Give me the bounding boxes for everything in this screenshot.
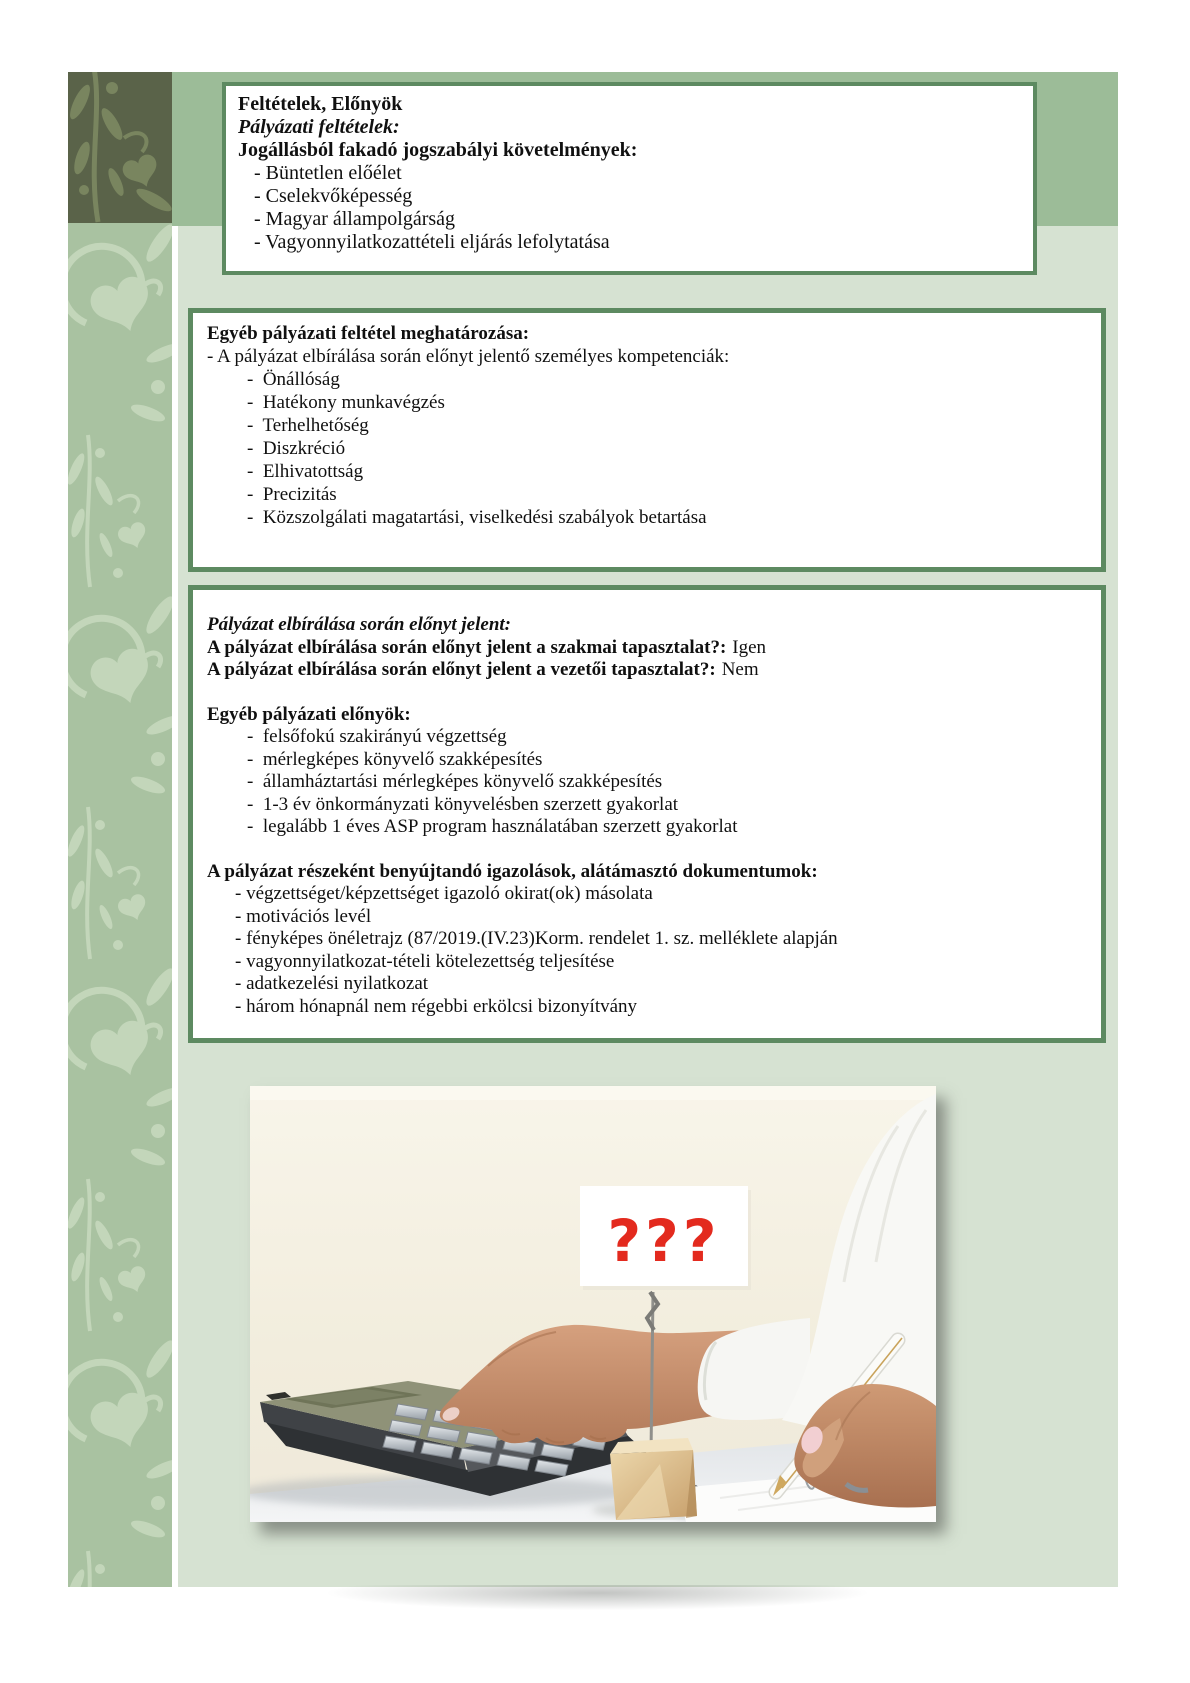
box3-advantage-item: - 1-3 év önkormányzati könyvelésben szerzett gyakorlat xyxy=(247,793,679,815)
box3-intro: Pályázat elbírálása során előnyt jelent: xyxy=(207,614,511,635)
spacer xyxy=(207,682,1087,704)
advantages-box xyxy=(188,585,1106,1043)
box2-item: - Önállóság xyxy=(247,369,340,390)
box3-document-item: - adatkezelési nyilatkozat xyxy=(235,973,429,994)
box2-item: - Elhivatottság xyxy=(247,461,364,482)
box3-document-item: - három hónapnál nem régebbi erkölcsi bizonyítvány xyxy=(235,995,638,1017)
box1-legal-heading: Jogállásból fakadó jogszabályi követelmények: xyxy=(238,139,638,161)
question-marks-text: ??? xyxy=(607,1207,721,1275)
other-conditions-box xyxy=(188,308,1106,572)
box3-advantages-heading: Egyéb pályázati előnyök: xyxy=(207,703,411,725)
decorative-floral-sidebar xyxy=(68,72,172,1587)
box3-documents-heading: A pályázat részeként benyújtandó igazolások, alátámasztó dokumentumok: xyxy=(207,860,818,882)
box2-item: - Terhelhetőség xyxy=(247,415,369,436)
box2-item: - Precizitás xyxy=(247,484,337,505)
box2-item: - Közszolgálati magatartási, viselkedési szabályok betartása xyxy=(247,507,707,528)
box3-answer: Igen xyxy=(732,636,767,658)
sidebar-divider xyxy=(172,226,178,1587)
box1-item: - Vagyonnyilatkozattételi eljárás lefolytatása xyxy=(254,231,610,253)
box2-item: - Diszkréció xyxy=(247,438,346,459)
box3-advantage-item: - felsőfokú szakirányú végzettség xyxy=(247,726,507,747)
sidebar-floral-pattern-icon xyxy=(68,223,172,1587)
box2-heading: Egyéb pályázati feltétel meghatározása: xyxy=(207,323,530,344)
spacer xyxy=(207,839,1087,861)
box1-title: Feltételek, Előnyök xyxy=(238,93,403,115)
sidebar-dark-floral-icon xyxy=(68,72,172,223)
box3-qa-row xyxy=(207,637,1087,660)
box3-document-item: - fényképes önéletrajz (87/2019.(IV.23)Korm. rendelet 1. sz. melléklete alapján xyxy=(235,928,838,949)
box1-item: - Magyar állampolgárság xyxy=(254,208,456,230)
box3-document-item: - végzettséget/képzettséget igazoló okirat(ok) másolata xyxy=(235,883,653,904)
stock-photo-accounting xyxy=(250,1086,936,1522)
question-card xyxy=(580,1186,751,1290)
box3-question: A pályázat elbírálása során előnyt jelent a szakmai tapasztalat?: xyxy=(207,636,727,658)
content-area xyxy=(68,72,1118,1587)
box3-advantage-item: - mérlegképes könyvelő szakképesítés xyxy=(247,748,543,770)
box3-advantage-item: - államháztartási mérlegképes könyvelő szakképesítés xyxy=(247,771,663,792)
box3-document-item: - motivációs levél xyxy=(235,905,372,927)
page-bottom-shadow xyxy=(235,1585,960,1629)
box3-answer: Nem xyxy=(721,659,759,680)
box1-item: - Cselekvőképesség xyxy=(254,185,413,207)
box2-item: - Hatékony munkavégzés xyxy=(247,392,445,413)
conditions-box xyxy=(222,82,1037,275)
box3-question: A pályázat elbírálása során előnyt jelent a vezetői tapasztalat?: xyxy=(207,659,716,680)
box3-document-item: - vagyonnyilatkozat-tételi kötelezettség teljesítése xyxy=(235,950,615,972)
box3-qa-row xyxy=(207,659,1087,682)
box3-advantage-item: - legalább 1 éves ASP program használatában szerzett gyakorlat xyxy=(247,816,738,837)
box1-subtitle: Pályázati feltételek: xyxy=(238,116,400,138)
box2-intro: - A pályázat elbírálása során előnyt jelentő személyes kompetenciák: xyxy=(207,346,730,367)
box1-item: - Büntetlen előélet xyxy=(254,162,402,184)
